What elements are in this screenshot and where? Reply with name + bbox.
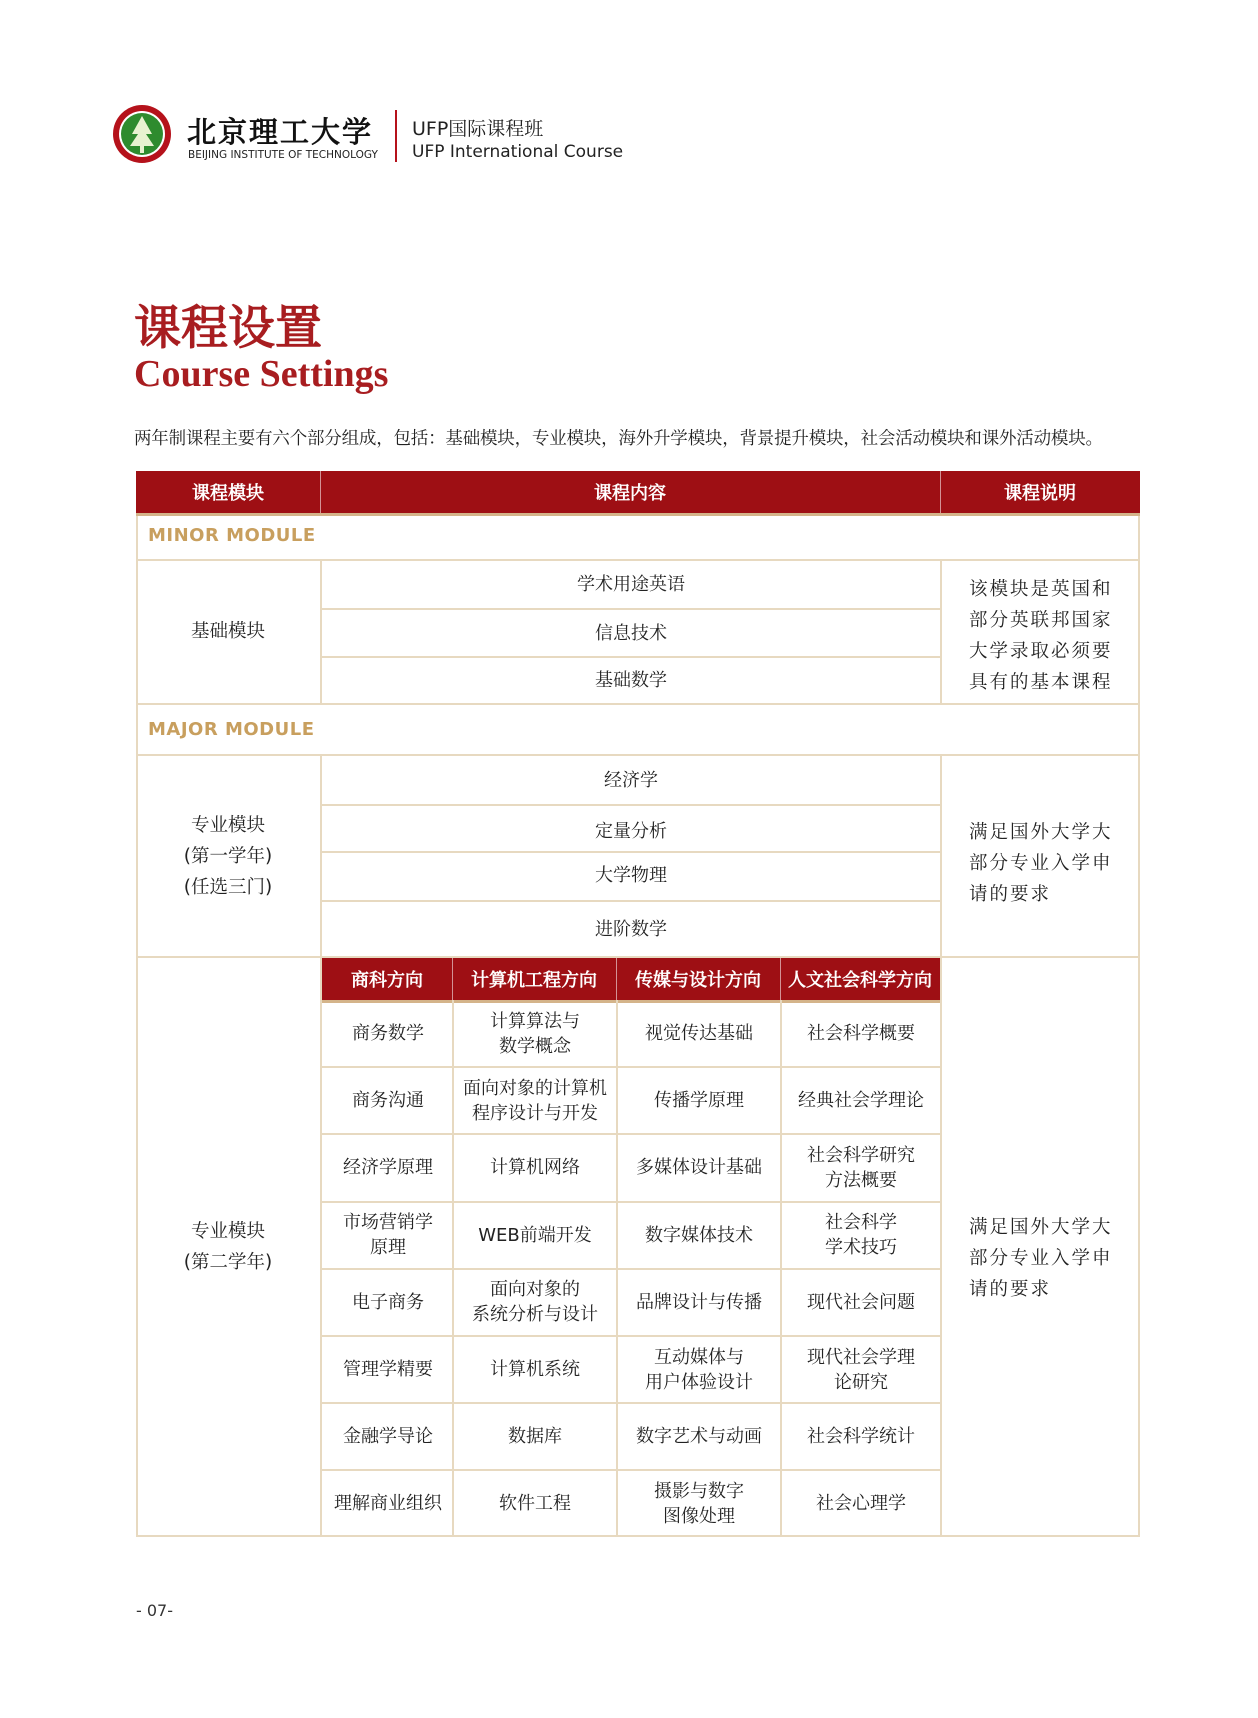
university-seal-icon [112, 104, 172, 164]
note-line: 部分专业入学申 [969, 853, 1113, 874]
track-course-cell [782, 1203, 940, 1268]
foundation-course: 学术用途英语 [577, 573, 685, 595]
track-course-cell [782, 1471, 940, 1536]
track-course-cell [618, 1135, 780, 1200]
foundation-note [969, 574, 1113, 698]
track-course-line: 系统分析与设计 [472, 1304, 598, 1326]
header-divider [395, 110, 397, 162]
minor-module-label: MINOR MODULE [148, 525, 316, 546]
track-course-cell [454, 1404, 616, 1469]
track-course-line: 软件工程 [499, 1493, 571, 1515]
year2-note [969, 1212, 1113, 1305]
track-header: 人文社会科学方向 [788, 970, 932, 991]
track-course-line: 方法概要 [825, 1169, 897, 1191]
track-course-line: 电子商务 [352, 1291, 424, 1313]
track-course-line: 社会科学研究 [807, 1144, 915, 1166]
track-course-line: 社会科学 [825, 1212, 897, 1234]
track-course-cell [324, 1471, 452, 1536]
track-course-cell [324, 1135, 452, 1200]
track-course-line: 社会心理学 [816, 1493, 906, 1515]
track-course-cell [618, 1068, 780, 1133]
note-line: 请的要求 [969, 884, 1052, 905]
track-course-line: 图像处理 [663, 1505, 735, 1527]
module-name-line: (第一学年) [183, 845, 273, 867]
track-course-line: 学术技巧 [825, 1237, 897, 1259]
track-course-cell [618, 1337, 780, 1402]
track-course-line: 互动媒体与 [654, 1346, 744, 1368]
major-module-label: MAJOR MODULE [148, 719, 315, 740]
track-course-cell [324, 1068, 452, 1133]
track-course-line: 经济学原理 [343, 1157, 433, 1179]
track-course-line: 品牌设计与传播 [636, 1291, 762, 1313]
track-course-line: 计算机网络 [490, 1157, 580, 1179]
note-line: 部分英联邦国家 [969, 610, 1113, 631]
course-table [136, 471, 1140, 1537]
track-course-cell [454, 1001, 616, 1066]
track-course-line: 多媒体设计基础 [636, 1157, 762, 1179]
track-course-line: 面向对象的 [490, 1279, 580, 1301]
module-name-line: 专业模块 [190, 1220, 265, 1242]
year1-course: 定量分析 [595, 820, 667, 842]
track-course-cell [324, 1203, 452, 1268]
track-course-line: 管理学精要 [343, 1359, 433, 1381]
track-course-line: 金融学导论 [343, 1426, 433, 1448]
track-course-cell [454, 1471, 616, 1536]
year1-course: 进阶数学 [595, 918, 667, 940]
track-course-cell [454, 1337, 616, 1402]
track-course-line: 社会科学统计 [807, 1426, 915, 1448]
track-course-line: 程序设计与开发 [472, 1102, 598, 1124]
track-course-cell [454, 1203, 616, 1268]
track-course-line: 传播学原理 [654, 1090, 744, 1112]
track-course-cell [782, 1001, 940, 1066]
note-line: 具有的基本课程 [969, 672, 1113, 693]
track-course-line: 用户体验设计 [645, 1371, 753, 1393]
track-course-cell [454, 1068, 616, 1133]
track-course-cell [618, 1203, 780, 1268]
track-course-line: 原理 [370, 1237, 406, 1259]
track-course-line: 摄影与数字 [654, 1480, 744, 1502]
track-course-line: 计算算法与 [490, 1010, 580, 1032]
program-name-cn: UFP国际课程班 [412, 118, 544, 140]
page-header [112, 104, 712, 174]
page-title-cn: 课程设置 [134, 301, 322, 356]
column-divider [940, 560, 942, 703]
university-name-en: BEIJING INSTITUTE OF TECHNOLOGY [188, 149, 378, 161]
track-course-line: 商务沟通 [352, 1090, 424, 1112]
track-header: 商科方向 [351, 970, 423, 991]
module-name-line: (任选三门) [183, 876, 273, 898]
track-course-line: 社会科学概要 [807, 1023, 915, 1045]
university-name-cn: 北京理工大学 [187, 115, 374, 149]
header-content: 课程内容 [594, 483, 666, 504]
track-course-cell [324, 1270, 452, 1335]
track-course-cell [782, 1404, 940, 1469]
track-course-cell [618, 1471, 780, 1536]
track-course-line: 数据库 [508, 1426, 562, 1448]
year1-course: 大学物理 [595, 864, 667, 886]
track-course-cell [782, 1337, 940, 1402]
page-title-en: Course Settings [134, 353, 389, 395]
track-course-line: 数学概念 [499, 1035, 571, 1057]
row-divider [136, 703, 1140, 705]
track-course-line: 商务数学 [352, 1023, 424, 1045]
module-name-line: (第二学年) [183, 1251, 273, 1273]
module-name-line: 专业模块 [190, 814, 265, 836]
track-course-cell [618, 1404, 780, 1469]
track-course-line: 计算机系统 [490, 1359, 580, 1381]
year1-course: 经济学 [604, 769, 658, 791]
major-year1-name [136, 756, 320, 956]
track-header: 计算机工程方向 [471, 970, 597, 991]
border-right [1138, 516, 1140, 1537]
track-course-line: 现代社会问题 [807, 1291, 915, 1313]
track-course-line: 论研究 [834, 1371, 888, 1393]
track-header-separator [780, 958, 781, 1000]
track-course-cell [782, 1068, 940, 1133]
note-line: 满足国外大学大 [969, 1217, 1113, 1238]
note-line: 该模块是英国和 [969, 579, 1113, 600]
note-line: 大学录取必须要 [969, 641, 1113, 662]
track-course-cell [324, 1404, 452, 1469]
track-header: 传媒与设计方向 [635, 970, 761, 991]
track-course-line: 数字媒体技术 [645, 1224, 753, 1246]
track-course-cell [454, 1135, 616, 1200]
foundation-course: 信息技术 [595, 622, 667, 644]
track-header-separator [616, 958, 617, 1000]
track-course-line: 视觉传达基础 [645, 1023, 753, 1045]
note-line: 部分专业入学申 [969, 1248, 1113, 1269]
track-header-separator [452, 958, 453, 1000]
major-year2-name [136, 958, 320, 1535]
track-course-line: 数字艺术与动画 [636, 1426, 762, 1448]
track-course-cell [324, 1001, 452, 1066]
track-course-cell [324, 1337, 452, 1402]
note-line: 请的要求 [969, 1279, 1052, 1300]
track-course-line: 经典社会学理论 [798, 1090, 924, 1112]
header-module: 课程模块 [192, 483, 264, 504]
header-notes: 课程说明 [1004, 483, 1076, 504]
track-course-line: 市场营销学 [343, 1212, 433, 1234]
foundation-course: 基础数学 [595, 670, 667, 691]
track-course-cell [618, 1270, 780, 1335]
track-course-cell [782, 1270, 940, 1335]
intro-paragraph: 两年制课程主要有六个部分组成，包括：基础模块，专业模块，海外升学模块，背景提升模块，社会活动模块和课外活动模块。 [134, 429, 1103, 449]
foundation-module-name: 基础模块 [190, 621, 265, 642]
track-course-cell [782, 1135, 940, 1200]
track-course-line: 理解商业组织 [334, 1493, 442, 1515]
year1-note [969, 817, 1113, 910]
note-line: 满足国外大学大 [969, 822, 1113, 843]
track-course-cell [454, 1270, 616, 1335]
track-course-cell [618, 1001, 780, 1066]
track-course-line: WEB前端开发 [478, 1224, 592, 1246]
column-divider [940, 756, 942, 1537]
page-number: - 07- [136, 1601, 173, 1620]
program-name-en: UFP International Course [412, 142, 624, 162]
track-course-line: 现代社会学理 [807, 1346, 915, 1368]
track-course-line: 面向对象的计算机 [463, 1077, 607, 1099]
